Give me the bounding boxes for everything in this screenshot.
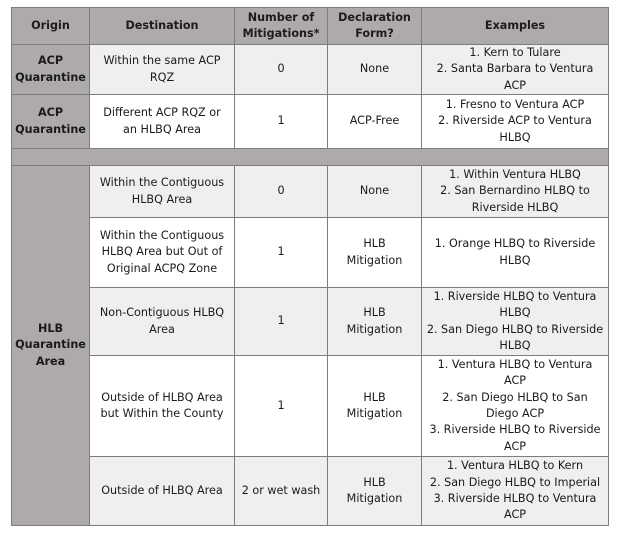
declaration-line: ACP-Free bbox=[349, 114, 400, 128]
header-origin: Origin bbox=[12, 8, 90, 45]
example-line: 1. Kern to Tulare bbox=[469, 46, 561, 60]
origin-line: Quarantine bbox=[15, 70, 86, 84]
table-row bbox=[12, 356, 609, 457]
example-line: ACP bbox=[503, 508, 526, 522]
declaration-line: HLB bbox=[363, 237, 386, 251]
declaration-cell bbox=[328, 218, 422, 288]
table-row bbox=[12, 45, 609, 95]
example-line: 1. Orange HLBQ to Riverside bbox=[434, 237, 596, 251]
declaration-line: Mitigation bbox=[346, 407, 403, 420]
example-line: ACP bbox=[503, 439, 526, 453]
declaration-line: HLB bbox=[363, 306, 386, 320]
example-line: 1. Within Ventura HLBQ bbox=[449, 168, 581, 182]
declaration-line: Mitigation bbox=[346, 253, 403, 267]
header-mitigations-line: Number of bbox=[247, 10, 315, 24]
example-line: ACP bbox=[503, 374, 526, 388]
declaration-line: None bbox=[359, 62, 390, 76]
example-line: 2. San Diego HLBQ to Imperial bbox=[429, 475, 601, 489]
examples-cell bbox=[422, 45, 609, 95]
destination-line: Outside of HLBQ Area bbox=[101, 483, 223, 497]
declaration-line: Mitigation bbox=[346, 322, 403, 336]
destination-line: Non-Contiguous HLBQ bbox=[99, 306, 225, 320]
example-line: 1. Riverside HLBQ to Ventura bbox=[433, 289, 597, 303]
example-line: 1. Ventura HLBQ to Kern bbox=[446, 459, 584, 473]
example-line: HLBQ bbox=[499, 338, 531, 352]
declaration-line: HLB bbox=[363, 390, 386, 404]
example-line: 2. San Diego HLBQ to San bbox=[442, 390, 588, 404]
example-line: Diego ACP bbox=[485, 407, 545, 420]
section-divider bbox=[12, 149, 609, 166]
declaration-cell bbox=[328, 288, 422, 356]
mitigations-cell: 2 or wet wash bbox=[235, 457, 328, 526]
example-line: 2. Santa Barbara to Ventura bbox=[436, 62, 594, 76]
origin-line: Quarantine bbox=[15, 338, 86, 352]
examples-cell bbox=[422, 288, 609, 356]
destination-line: HLBQ Area but Out of bbox=[101, 245, 223, 259]
example-line: 3. Riverside HLBQ to Ventura bbox=[433, 492, 597, 505]
declaration-line: None bbox=[359, 184, 390, 198]
example-line: 1. Ventura HLBQ to Ventura bbox=[437, 358, 593, 372]
destination-line: HLBQ Area bbox=[131, 192, 193, 206]
example-line: ACP bbox=[503, 78, 526, 92]
header-row bbox=[12, 8, 609, 45]
header-mitigations-line: Mitigations* bbox=[242, 27, 320, 40]
example-line: HLBQ bbox=[499, 130, 531, 144]
mitigations-cell: 1 bbox=[235, 288, 328, 356]
example-line: 2. Riverside ACP to Ventura bbox=[438, 114, 592, 128]
origin-line: Quarantine bbox=[15, 122, 86, 136]
destination-cell bbox=[90, 288, 235, 356]
destination-cell bbox=[90, 95, 235, 149]
destination-cell bbox=[90, 457, 235, 526]
header-declaration bbox=[328, 8, 422, 45]
destination-line: Original ACPQ Zone bbox=[106, 261, 218, 275]
origin-cell bbox=[12, 45, 90, 95]
destination-line: but Within the County bbox=[100, 407, 224, 420]
header-destination: Destination bbox=[90, 8, 235, 45]
destination-line: Different ACP RQZ or bbox=[103, 106, 221, 120]
destination-cell bbox=[90, 166, 235, 218]
table-row bbox=[12, 166, 609, 218]
origin-line: ACP bbox=[37, 54, 64, 68]
origin-line: ACP bbox=[37, 106, 64, 120]
declaration-cell bbox=[328, 45, 422, 95]
example-line: HLBQ bbox=[499, 306, 531, 320]
header-examples: Examples bbox=[422, 8, 609, 45]
destination-cell bbox=[90, 45, 235, 95]
header-declaration-line: Declaration bbox=[338, 10, 411, 24]
destination-line: RQZ bbox=[149, 70, 175, 84]
table-row bbox=[12, 457, 609, 526]
destination-line: an HLBQ Area bbox=[123, 122, 201, 136]
examples-cell bbox=[422, 457, 609, 526]
example-line: 1. Fresno to Ventura ACP bbox=[445, 98, 585, 112]
destination-cell bbox=[90, 218, 235, 288]
example-line: 2. San Diego HLBQ to Riverside bbox=[426, 322, 604, 336]
header-declaration-line: Form? bbox=[355, 27, 394, 40]
example-line: Riverside HLBQ bbox=[471, 200, 559, 214]
table-row bbox=[12, 218, 609, 288]
origin-cell-hlb bbox=[12, 166, 90, 526]
examples-cell bbox=[422, 356, 609, 457]
mitigations-cell: 1 bbox=[235, 356, 328, 457]
destination-line: Within the same ACP bbox=[103, 54, 221, 68]
header-mitigations bbox=[235, 8, 328, 45]
table-row bbox=[12, 288, 609, 356]
section-divider-row bbox=[12, 149, 609, 166]
declaration-line: HLB bbox=[363, 475, 386, 489]
destination-line: Outside of HLBQ Area bbox=[101, 390, 223, 404]
table-row bbox=[12, 95, 609, 149]
declaration-cell bbox=[328, 95, 422, 149]
mitigations-cell: 1 bbox=[235, 95, 328, 149]
declaration-cell bbox=[328, 166, 422, 218]
mitigations-cell: 1 bbox=[235, 218, 328, 288]
quarantine-mitigation-table bbox=[11, 7, 609, 526]
origin-line: HLB bbox=[37, 322, 64, 336]
declaration-cell bbox=[328, 457, 422, 526]
destination-line: Within the Contiguous bbox=[99, 176, 225, 190]
destination-line: Area bbox=[149, 322, 175, 336]
examples-cell bbox=[422, 218, 609, 288]
origin-line: Area bbox=[35, 354, 66, 368]
origin-cell bbox=[12, 95, 90, 149]
example-line: HLBQ bbox=[499, 253, 531, 267]
mitigations-cell: 0 bbox=[235, 45, 328, 95]
mitigations-cell: 0 bbox=[235, 166, 328, 218]
declaration-cell bbox=[328, 356, 422, 457]
destination-line: Within the Contiguous bbox=[99, 229, 225, 243]
destination-cell bbox=[90, 356, 235, 457]
example-line: 3. Riverside HLBQ to Riverside bbox=[429, 423, 601, 437]
example-line: 2. San Bernardino HLBQ to bbox=[440, 184, 590, 198]
declaration-line: Mitigation bbox=[346, 492, 403, 505]
examples-cell bbox=[422, 166, 609, 218]
examples-cell bbox=[422, 95, 609, 149]
